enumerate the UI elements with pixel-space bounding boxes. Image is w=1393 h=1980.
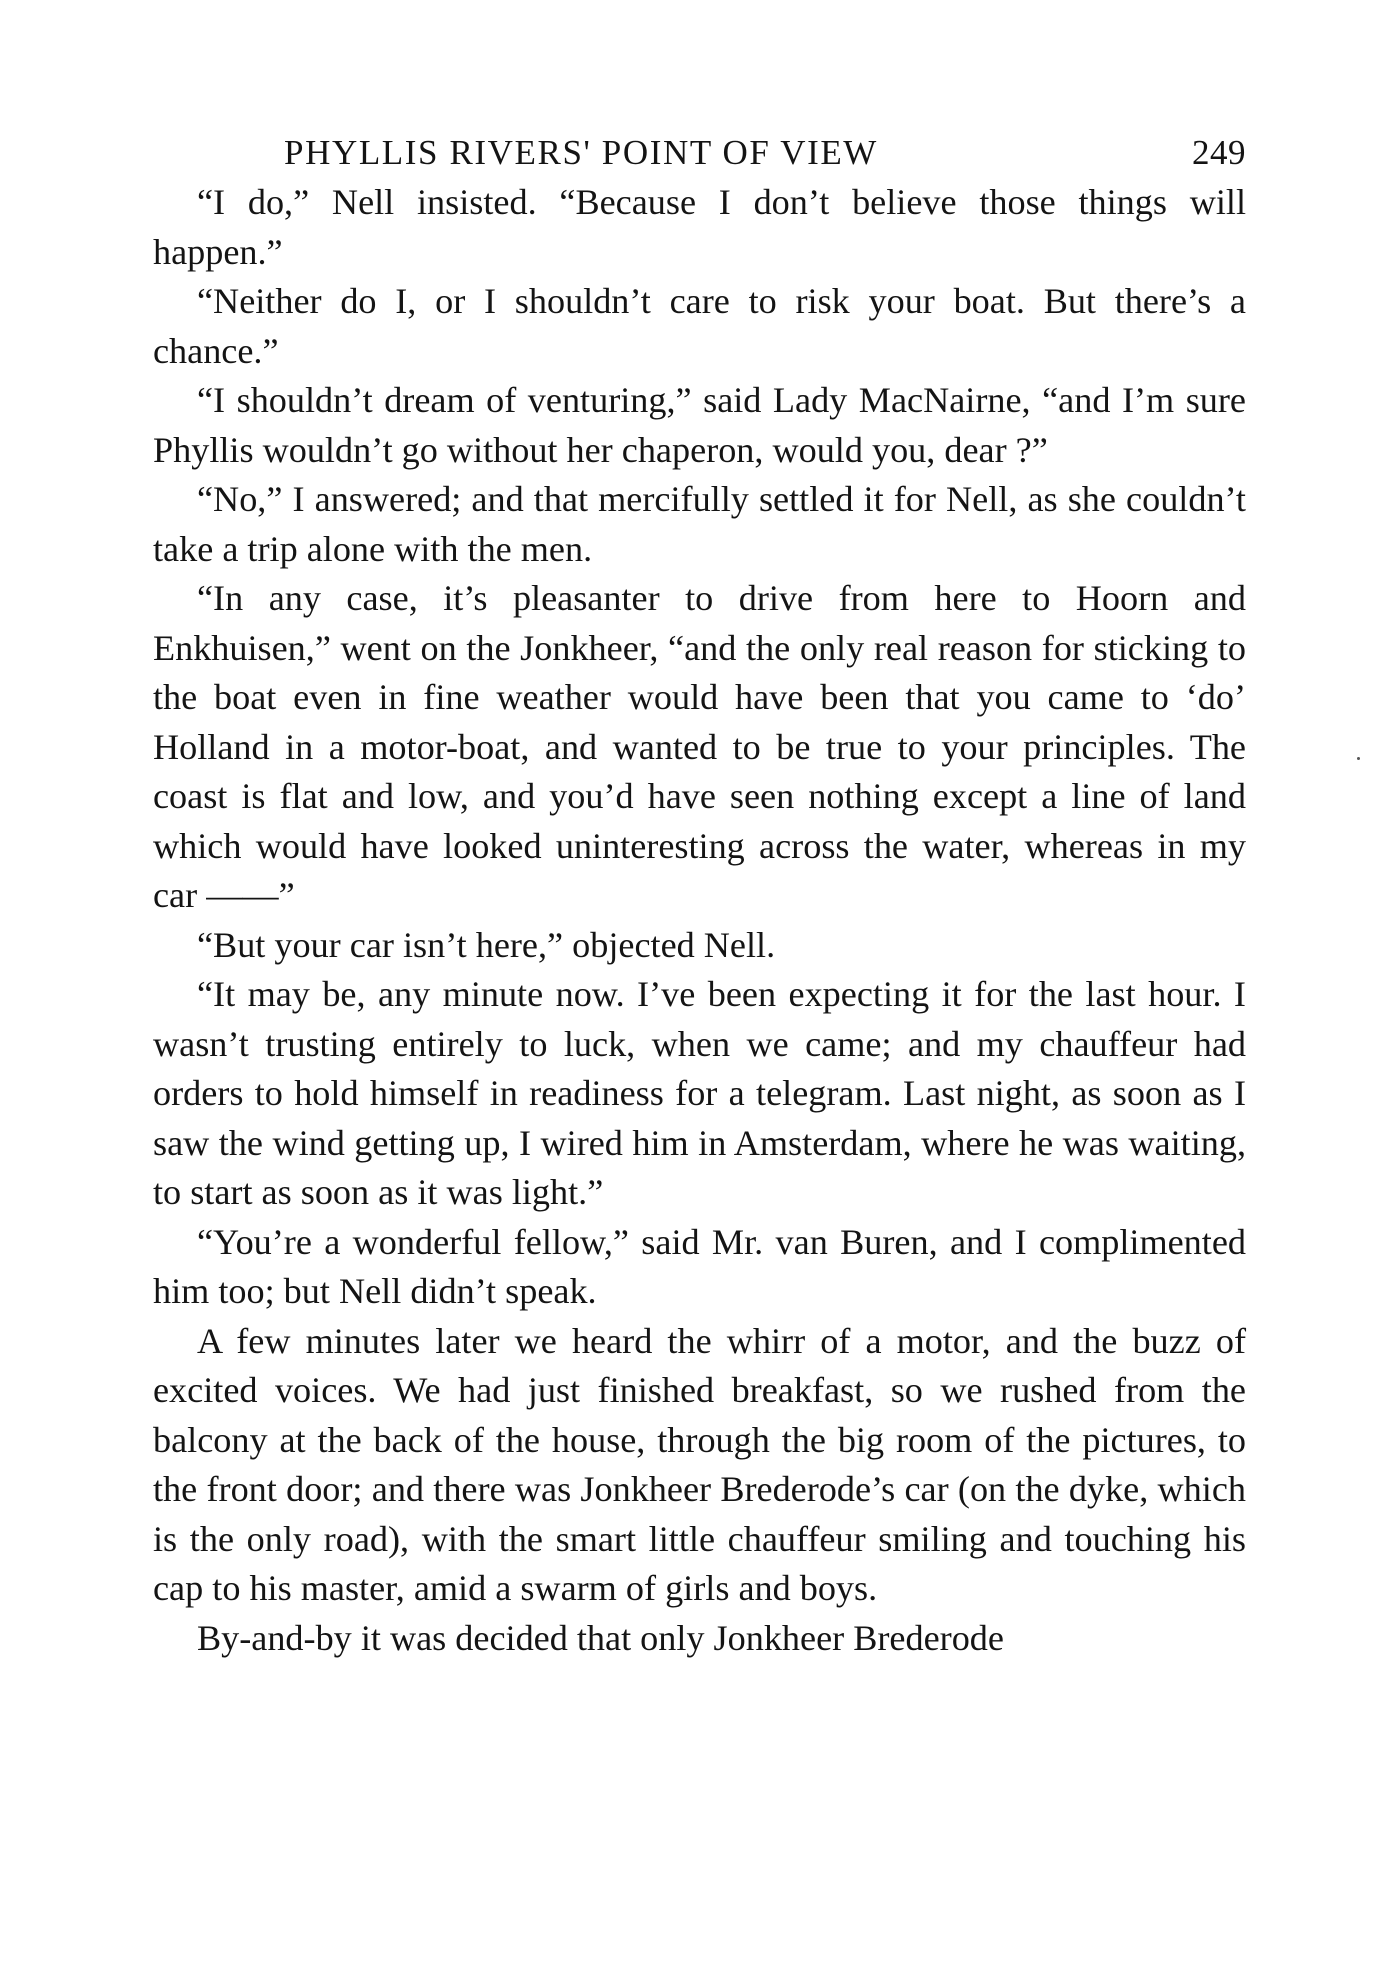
- paragraph: “I shouldn’t dream of venturing,” said Lady MacNairne, “and I’m sure Phyllis wouldn’t go without her chaperon, would you, dear ?”: [153, 380, 1246, 470]
- paragraph: “In any case, it’s pleasanter to drive from here to Hoorn and Enkhuisen,” went on the Jonkheer, “and the only real reason for sticking to the boat even in fine weather would have been that you came to ‘do’ Holland in a motor-boat, and wanted to be true to your principles. The coast is flat and low, and you’d have seen nothing except a line of land which would have looked uninteresting across the water, whereas in my car ——”: [153, 578, 1246, 915]
- paragraph: “Neither do I, or I shouldn’t care to risk your boat. But there’s a chance.”: [153, 281, 1246, 371]
- stray-ink-mark: [1357, 757, 1360, 760]
- running-header: [153, 128, 1246, 178]
- paragraph: A few minutes later we heard the whirr of a motor, and the buzz of excited voices. We had just finished breakfast, so we rushed from the balcony at the back of the house, through the big room of the pictures, to the front door; and there was Jonkheer Brederode’s car (on the dyke, which is the only road), with the smart little chauffeur smiling and touching his cap to his master, amid a swarm of girls and boys.: [153, 1320, 1246, 1608]
- page-content: [153, 128, 1246, 1663]
- paragraph: “I do,” Nell insisted. “Because I don’t believe those things will happen.”: [153, 182, 1246, 272]
- paragraph: By-and-by it was decided that only Jonkheer Brederode: [197, 1617, 1004, 1658]
- paragraph: “It may be, any minute now. I’ve been expecting it for the last hour. I wasn’t trusting entirely to luck, when we came; and my chauffeur had orders to hold himself in readiness for a telegram. Last night, as soon as I saw the wind getting up, I wired him in Amsterdam, where he was waiting, to start as soon as it was light.”: [153, 974, 1246, 1212]
- paragraph: “No,” I answered; and that mercifully settled it for Nell, as she couldn’t take a trip alone with the men.: [153, 479, 1246, 569]
- body-text: [153, 178, 1246, 1663]
- paragraph: “But your car isn’t here,” objected Nell.: [197, 924, 776, 965]
- paragraph: “You’re a wonderful fellow,” said Mr. van Buren, and I complimented him too; but Nell didn’t speak.: [153, 1221, 1246, 1311]
- page-number: 249: [1192, 133, 1246, 172]
- running-title: PHYLLIS RIVERS' POINT OF VIEW: [284, 133, 878, 172]
